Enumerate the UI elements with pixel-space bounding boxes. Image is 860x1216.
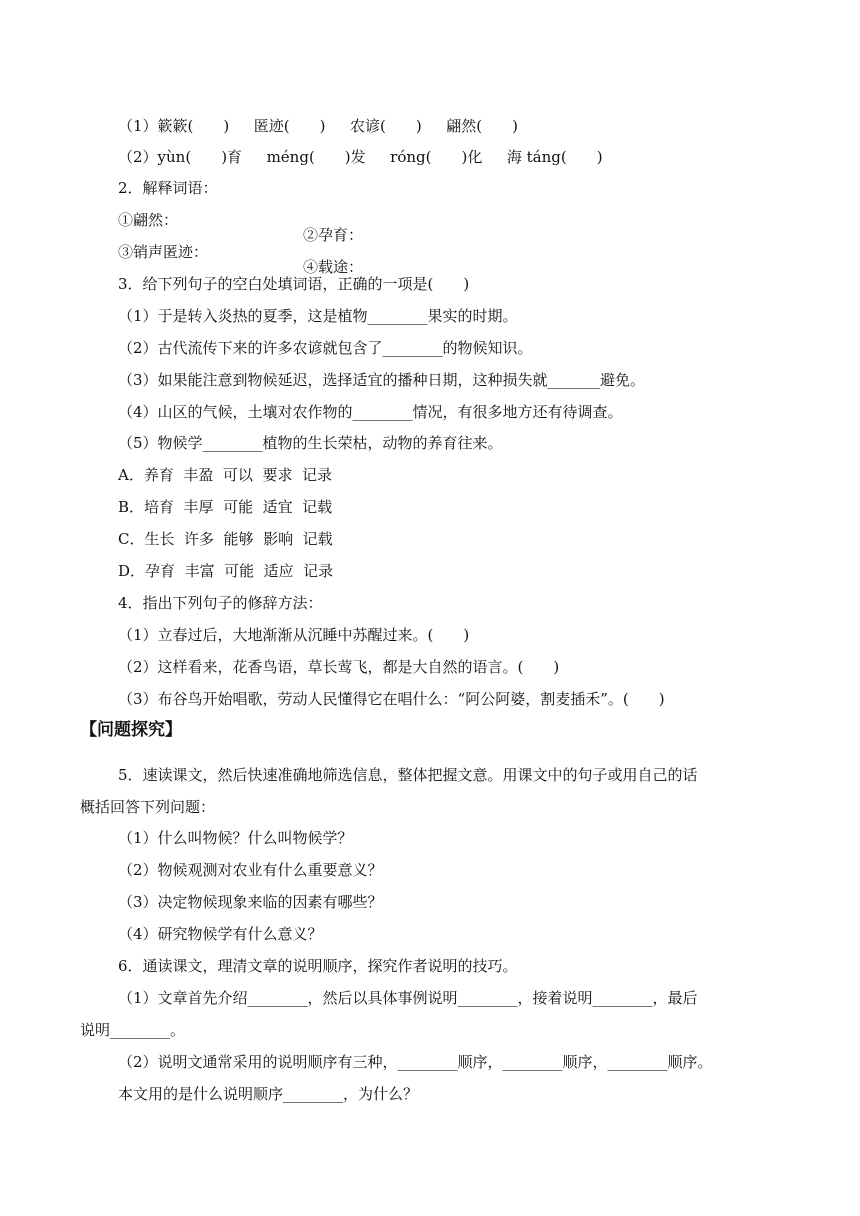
q2-item-2: ②孕育： (303, 226, 364, 244)
q6-item-1-line-2: 说明________。 (80, 1021, 186, 1039)
q3-sentence-3: （3）如果能注意到物候延迟，选择适宜的播种日期，这种损失就_______避免。 (118, 371, 646, 389)
q5-intro-1: 5．速读课文，然后快速准确地筛选信息，整体把握文意。用课文中的句子或用自己的话 (118, 766, 698, 784)
q4-sentence-1: （1）立春过后，大地渐渐从沉睡中苏醒过来。( ) (118, 626, 470, 644)
q3-sentence-4: （4）山区的气候，土壤对农作物的________情况，有很多地方还有待调查。 (118, 403, 623, 421)
q6-item-2-line-2: 本文用的是什么说明顺序________，为什么？ (118, 1085, 419, 1103)
q3-option-c: C．生长 许多 能够 影响 记载 (118, 530, 333, 548)
q2-item-1: ①翩然： (118, 211, 179, 229)
q3-option-a: A．养育 丰盈 可以 要求 记录 (118, 466, 332, 484)
q4-sentence-3: （3）布谷鸟开始唱歌，劳动人民懂得它在唱什么：“阿公阿婆，割麦插禾”。( ) (118, 690, 665, 708)
q2-title: 2．解释词语： (118, 179, 218, 197)
q5-intro-2: 概括回答下列问题： (80, 798, 216, 816)
q6-item-2-line-1: （2）说明文通常采用的说明顺序有三种，________顺序，________顺序，________顺序。 (118, 1053, 713, 1071)
q4-title: 4．指出下列句子的修辞方法： (118, 594, 323, 612)
q2-item-4: ④载途： (303, 258, 364, 276)
q6-intro: 6．通读课文，理清文章的说明顺序，探究作者说明的技巧。 (118, 957, 518, 975)
q5-question-2: （2）物候观测对农业有什么重要意义？ (118, 861, 383, 879)
q5-question-4: （4）研究物候学有什么意义？ (118, 925, 323, 943)
q3-option-b: B．培育 丰厚 可能 适宜 记载 (118, 498, 333, 516)
q2-item-3: ③销声匿迹： (118, 243, 209, 261)
q3-option-d: D．孕育 丰富 可能 适应 记录 (118, 562, 334, 580)
q1-line-2: （2）yùn( )育 méng( )发 róng( )化 海 táng( ) (118, 148, 603, 166)
q3-sentence-5: （5）物候学________植物的生长荣枯，动物的养育往来。 (118, 434, 503, 452)
q4-sentence-2: （2）这样看来，花香鸟语，草长莺飞，都是大自然的语言。( ) (118, 658, 560, 676)
q1-line-1: （1）簌簌( ) 匿迹( ) 农谚( ) 翩然( ) (118, 117, 518, 135)
section-heading: 【问题探究】 (80, 720, 182, 740)
q5-question-3: （3）决定物候现象来临的因素有哪些？ (118, 893, 383, 911)
q3-sentence-2: （2）古代流传下来的许多农谚就包含了________的物候知识。 (118, 339, 533, 357)
q3-sentence-1: （1）于是转入炎热的夏季，这是植物________果实的时期。 (118, 307, 518, 325)
q5-question-1: （1）什么叫物候？什么叫物候学？ (118, 829, 353, 847)
q3-title: 3．给下列句子的空白处填词语，正确的一项是( ) (118, 275, 470, 293)
q6-item-1-line-1: （1）文章首先介绍________，然后以具体事例说明________，接着说明________，最后 (118, 989, 698, 1007)
